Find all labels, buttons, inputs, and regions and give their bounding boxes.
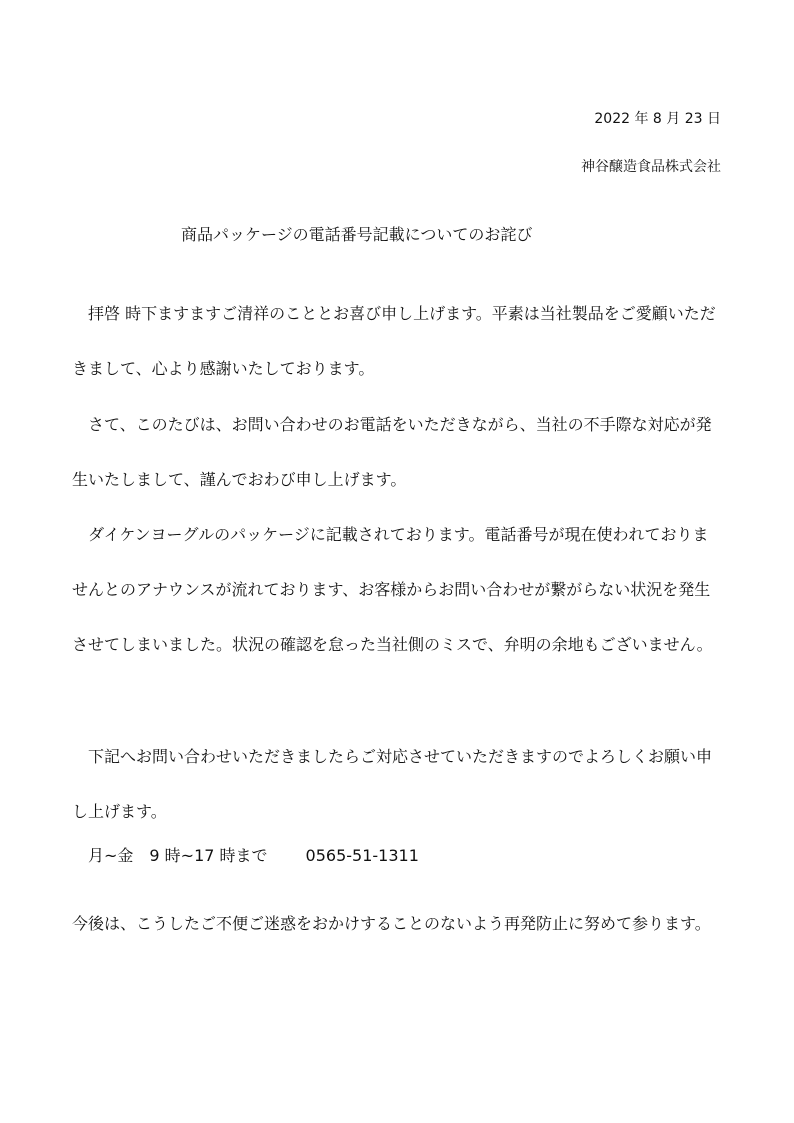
company-name: 神谷醸造食品株式会社	[581, 159, 721, 175]
letter-date: 2022 年 8 月 23 日	[594, 111, 721, 127]
paragraph-apology: さて、このたびは、お問い合わせのお電話をいただきながら、当社の不手際な対応が発生いたしまして、謹んでおわび申し上げます。	[72, 415, 712, 489]
paragraph-contact-request: 下記へお問い合わせいただきましたらご対応させていただきますのでよろしくお願い申し上げます。	[72, 747, 713, 821]
paragraph-closing: 今後は、こうしたご不便ご迷惑をおかけすることのないよう再発防止に努めて参ります。	[72, 914, 711, 933]
paragraph-issue: ダイケンヨーグルのパッケージに記載されております。電話番号が現在使われておりませんとのアナウンスが流れております、お客様からお問い合わせが繋がらない状況を発生させてしまいました。状況の確認を怠った当社側のミスで、弁明の余地もございません。	[72, 525, 713, 654]
contact-hours: 月~金 9 時~17 時まで	[88, 846, 268, 865]
contact-phone: 0565-51-1311	[305, 846, 419, 865]
contact-line	[88, 845, 419, 867]
letter-subject: 商品パッケージの電話番号記載についてのお詫び	[181, 225, 533, 244]
paragraph-greeting: 拝啓 時下ますますご清祥のこととお喜び申し上げます。平素は当社製品をご愛顧いただきまして、心より感謝いたしております。	[72, 304, 716, 378]
